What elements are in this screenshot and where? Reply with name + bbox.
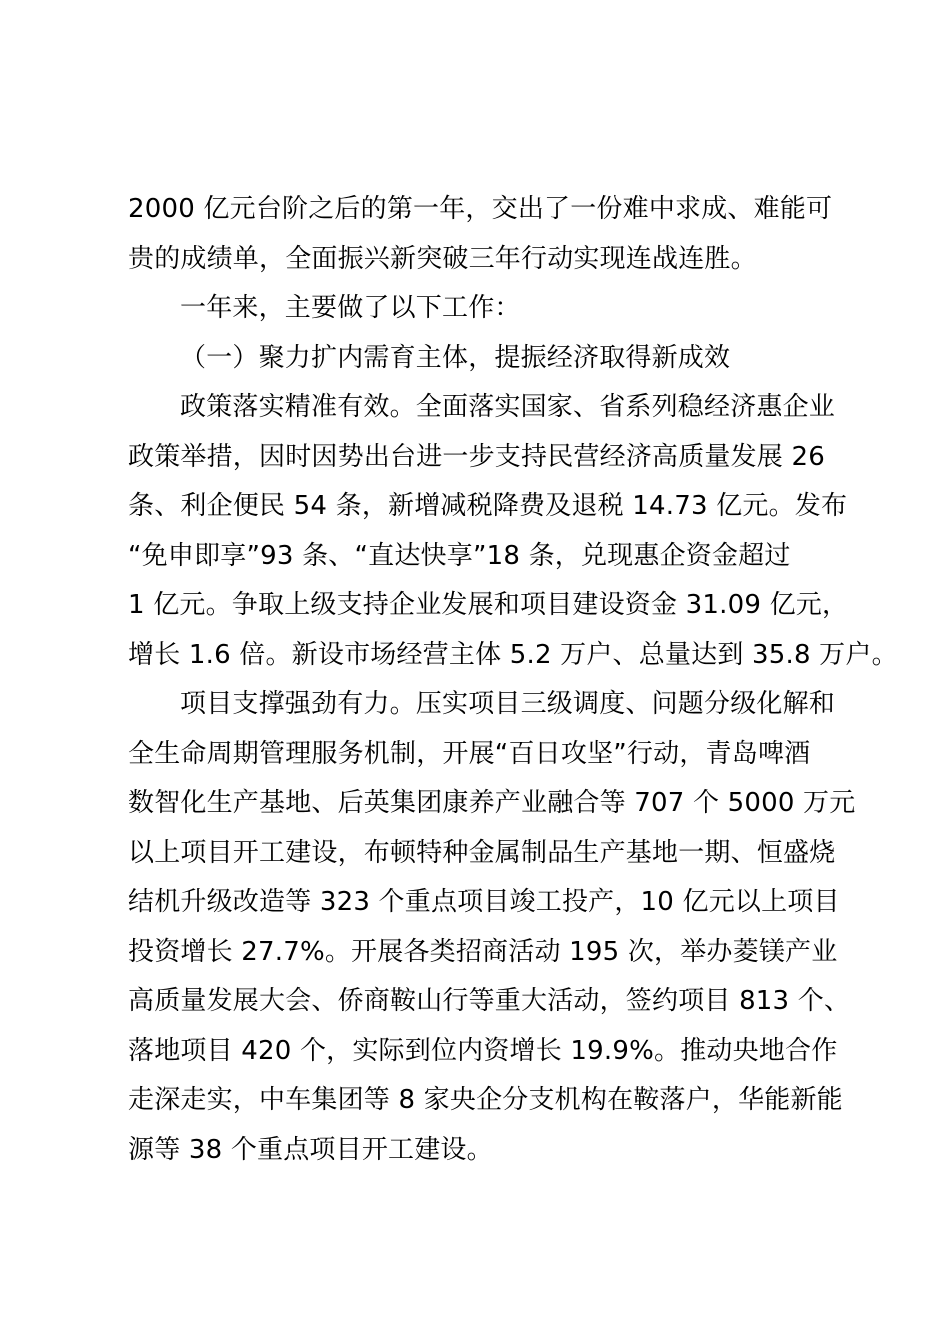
text-line: 落地项目 420 个，实际到位内资增长 19.9%。推动央地合作 (128, 1035, 838, 1066)
text-line: 政策落实精准有效。全面落实国家、省系列稳经济惠企业 (180, 392, 836, 422)
text-line: 1 亿元。争取上级支持企业发展和项目建设资金 31.09 亿元， (128, 590, 849, 620)
text-line: 高质量发展大会、侨商鞍山行等重大活动，签约项目 813 个、 (128, 986, 851, 1016)
text-line: 源等 38 个重点项目开工建设。 (128, 1134, 493, 1165)
document-body (128, 185, 898, 1175)
text-line: 全生命周期管理服务机制，开展“百日攻坚”行动，青岛啤酒 (128, 738, 811, 769)
text-line: 增长 1.6 倍。新设市场经营主体 5.2 万户、总量达到 35.8 万户。 (128, 639, 898, 670)
text-line: 结机升级改造等 323 个重点项目竣工投产，10 亿元以上项目 (128, 887, 840, 917)
text-line: 2000 亿元台阶之后的第一年，交出了一份难中求成、难能可 (128, 194, 833, 224)
text-line: 政策举措，因时因势出台进一步支持民营经济高质量发展 26 (128, 441, 825, 472)
text-line: 以上项目开工建设，布顿特种金属制品生产基地一期、恒盛烧 (128, 837, 836, 868)
text-line: 条、利企便民 54 条，新增减税降费及退税 14.73 亿元。发布 (128, 491, 848, 521)
text-line: 数智化生产基地、后英集团康养产业融合等 707 个 5000 万元 (128, 788, 856, 818)
text-line: 走深走实，中车集团等 8 家央企分支机构在鞍落户，华能新能 (128, 1085, 843, 1115)
text-line: 贵的成绩单，全面振兴新突破三年行动实现连战连胜。 (128, 243, 757, 274)
section-heading: （一）聚力扩内需育主体，提振经济取得新成效 (180, 342, 731, 373)
text-line: 项目支撑强劲有力。压实项目三级调度、问题分级化解和 (180, 689, 836, 719)
paragraph-intro: 一年来，主要做了以下工作： (180, 293, 521, 323)
text-line: “免申即享”93 条、“直达快享”18 条，兑现惠企资金超过 (128, 540, 791, 571)
text-line: 投资增长 27.7%。开展各类招商活动 195 次，举办菱镁产业 (128, 936, 838, 967)
